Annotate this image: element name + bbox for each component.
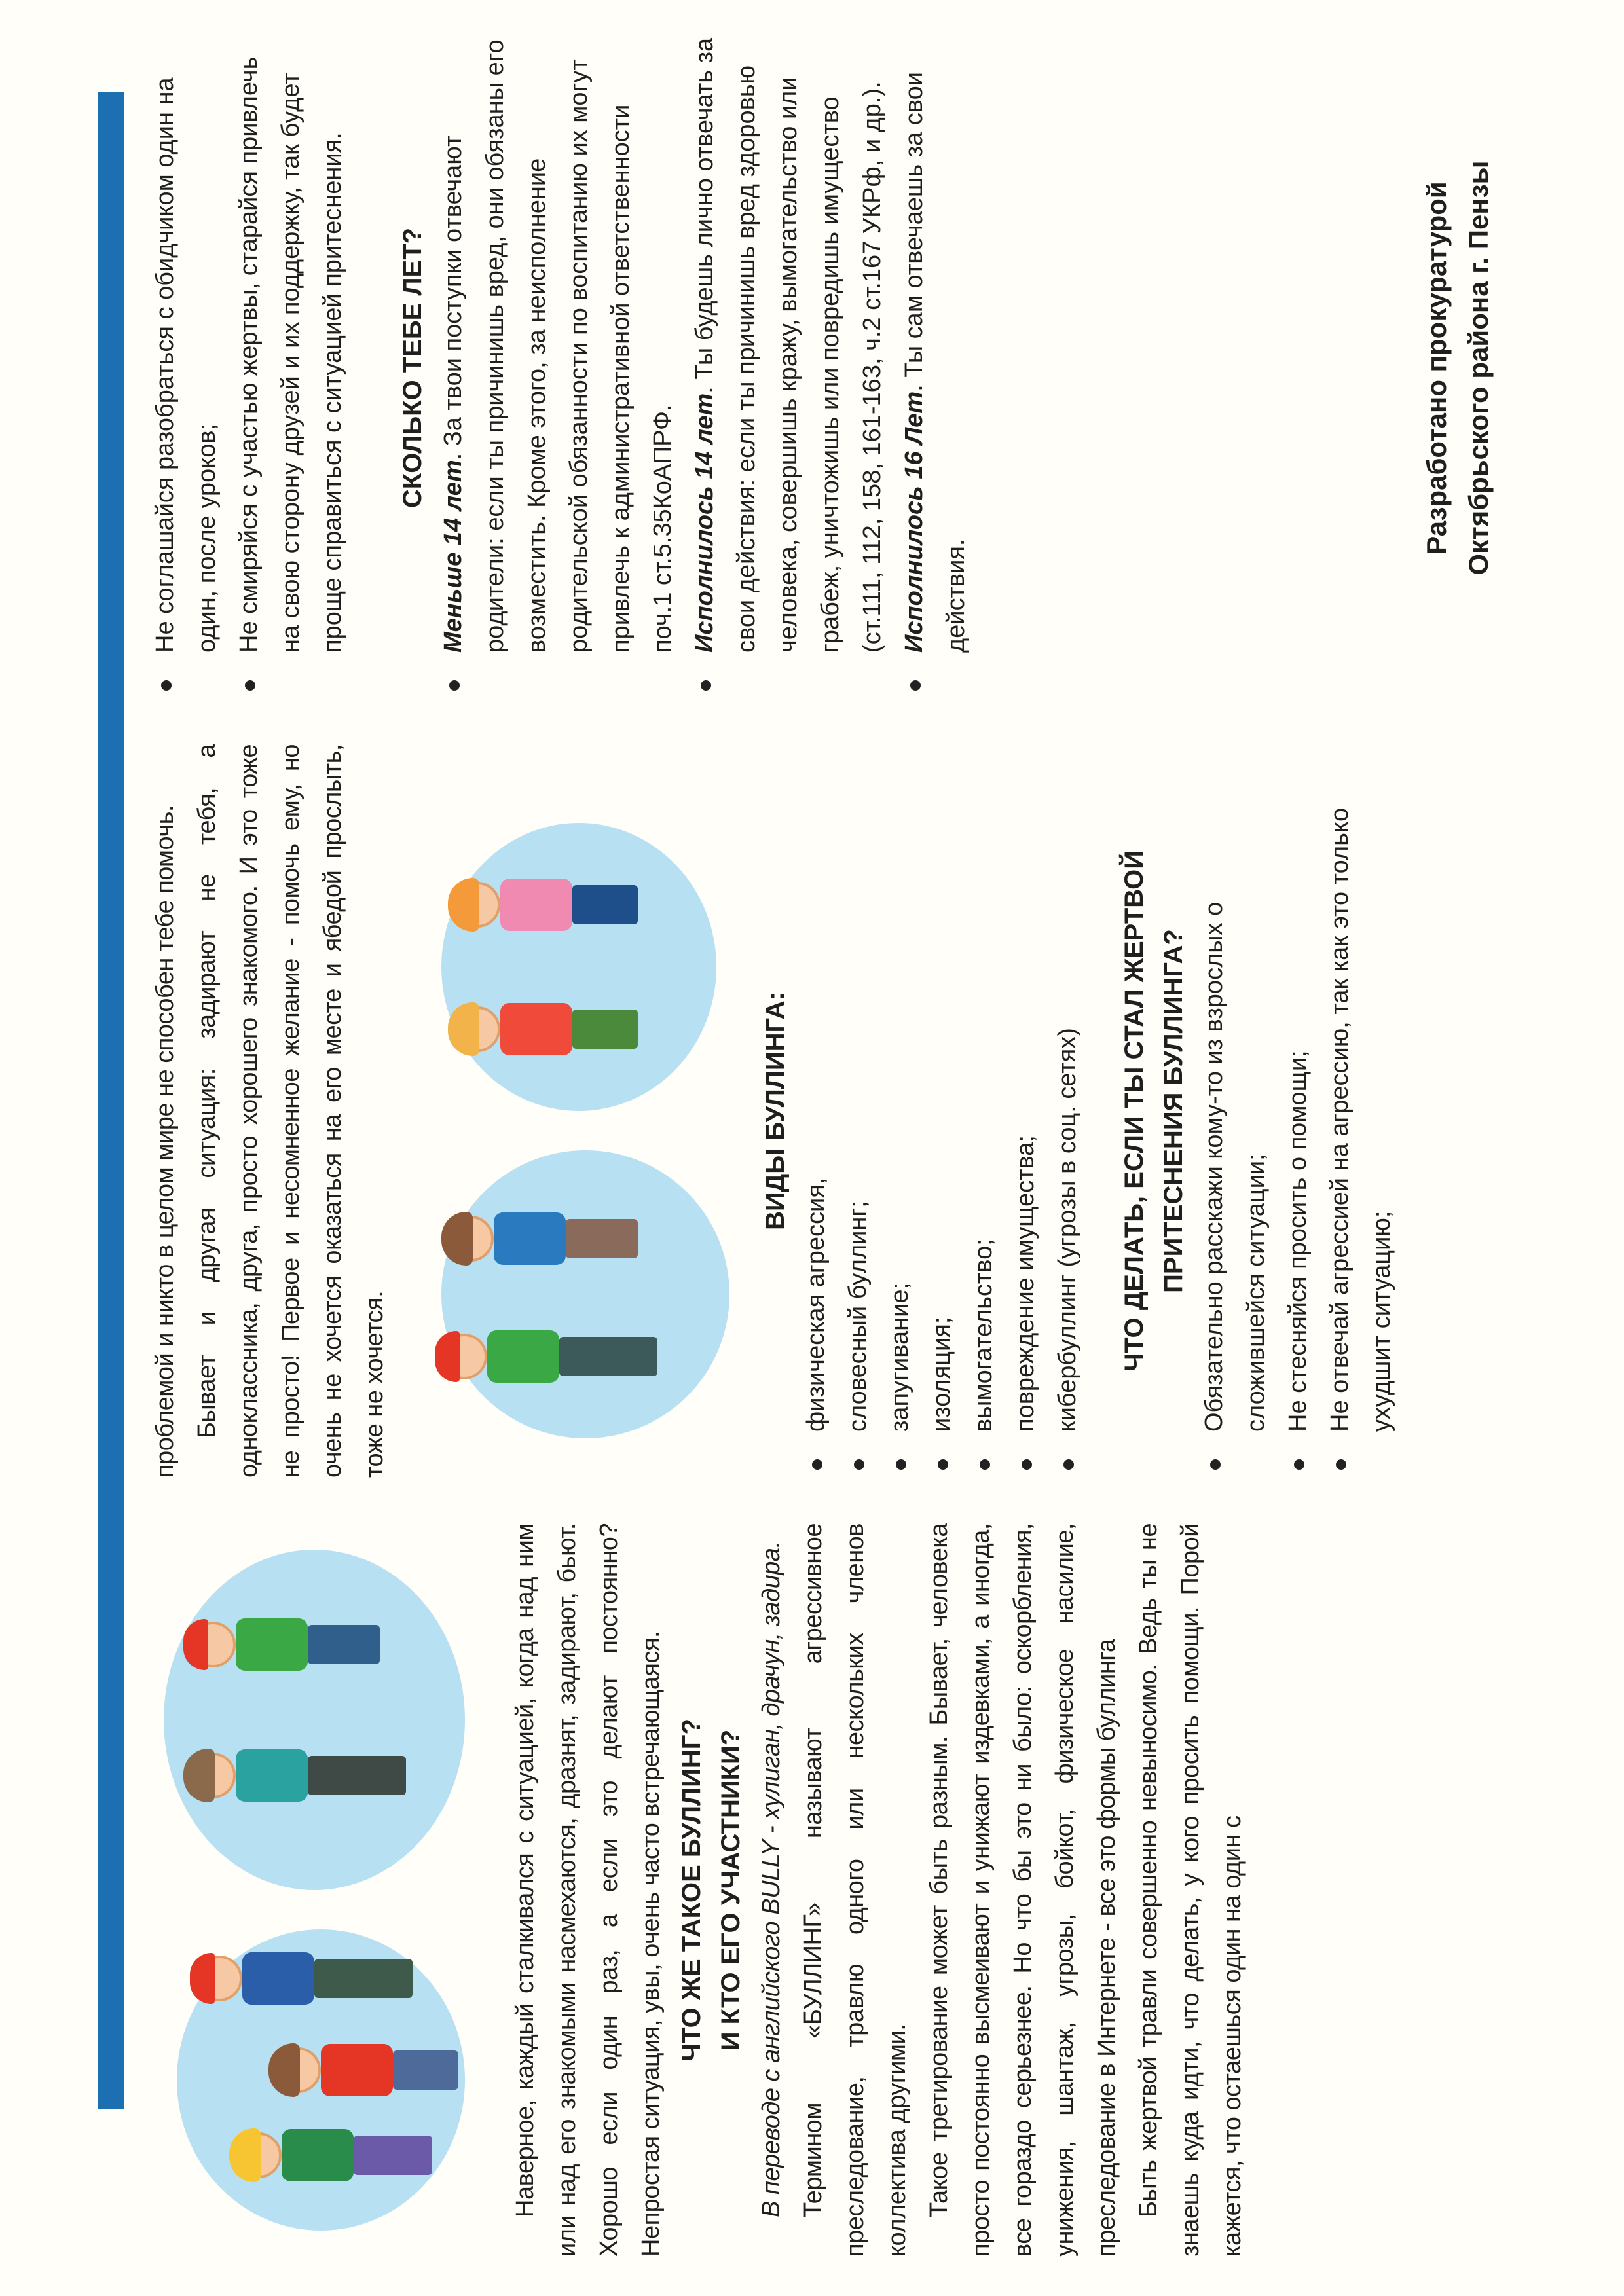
forms-paragraph: Такое третирование может быть разным. Бывает, человека просто постоянно высмеивают и унижают издевками, а иногда, все гораздо серьезнее. Но что бы это ни было: оскорбления, унижения, шантаж, угрозы, бойкот, физическое насилие, преследование в Интернете - все это формы буллинга — [925, 1523, 1120, 2257]
list-item: Не соглашайся разобраться с обидчиком один на один, после уроков; — [144, 37, 228, 653]
advice-list-continued — [144, 37, 354, 699]
kid-figure — [454, 1006, 638, 1052]
victim-paragraph: Быть жертвой травли совершенно невыносимо. Ведь ты не знаешь куда идти, что делать, у кого просить помощи. Порой кажется, что остаешься один на один с — [1135, 1523, 1246, 2257]
types-list — [795, 744, 1088, 1478]
heading-participants: И КТО ЕГО УЧАСТНИКИ? — [716, 1729, 745, 2051]
heading-what-to-do: ЧТО ДЕЛАТЬ, ЕСЛИ ТЫ СТАЛ ЖЕРТВОЙ — [1120, 850, 1149, 1372]
list-item: запугивание; — [879, 744, 921, 1432]
age-label: Исполнилось 16 Лет — [900, 391, 928, 653]
age-item — [893, 37, 977, 653]
term-paragraph: Термином «БУЛЛИНГ» называют агрессивное преследование, травлю одного или нескольких членов коллектива другими. — [800, 1523, 911, 2257]
kid-figure — [441, 1334, 657, 1379]
other-situation-paragraph: Бывает и другая ситуация: задирают не тебя, а одноклассника, друга, просто хорошего знакомого. И это тоже не просто! Первое и несомненное желание - помочь ему, но очень не хочется оказаться на его месте и ябедой прослыть, тоже не хочется. — [193, 744, 388, 1478]
panel-what-is-bullying — [144, 1523, 1585, 2257]
illustration-bg-circle — [164, 1550, 465, 1890]
heading-what-to-do-2: ПРИТЕСНЕНИЯ БУЛЛИНГА? — [1159, 929, 1188, 1293]
kid-figure — [196, 1956, 413, 2001]
list-item: повреждение имущества; — [1005, 744, 1046, 1432]
age-text: . Ты будешь лично отвечать за свои действия: если ты причинишь вред здоровью человека, совершишь кражу, вымогательство или грабеж, уничтожишь или повредишь имущество (ст.111, 112, 158, 161-163, ч.2 ст.167 УКРф, и др.). — [691, 37, 886, 653]
list-item: Не смиряйся с участью жертвы, старайся привлечь на свою сторону друзей и их поддержку, так будет проще справиться с ситуацией притеснения. — [228, 37, 354, 653]
list-item: Не отвечай агрессией на агрессию, так как это только ухудшит ситуацию; — [1319, 744, 1403, 1432]
age-label: Исполнилось 14 лет — [691, 393, 718, 653]
kid-figure — [190, 1622, 380, 1667]
panel-age-responsibility — [144, 37, 1585, 699]
advice-list — [1193, 744, 1403, 1478]
heading-types: ВИДЫ БУЛЛИНГА: — [761, 992, 790, 1230]
list-item: вымогательство; — [963, 744, 1005, 1432]
age-text: . Ты сам отвечаешь за свои действия. — [900, 72, 970, 653]
list-item: физическая агрессия, — [795, 744, 837, 1432]
age-list — [432, 37, 977, 699]
age-item — [432, 37, 684, 653]
kid-figure — [454, 882, 638, 928]
accent-bar — [98, 92, 124, 2109]
list-item: Обязательно расскажи кому-то из взрослых о сложившейся ситуации; — [1193, 744, 1277, 1432]
illustration-bg-circle — [441, 823, 716, 1111]
kid-figure — [190, 1753, 406, 1798]
panel-types-of-bullying — [144, 744, 1585, 1478]
heading-age: СКОЛЬКО ТЕБЕ ЛЕТ? — [398, 227, 427, 509]
age-label: Меньше 14 лет — [439, 460, 467, 653]
age-text: . За твои поступки отвечают родители: если ты причинишь вред, они обязаны его возместить. Кроме этого, за неисполнение родительской обязанности по воспитанию их могут привлечь к административной ответственности поч.1 ст.5.35КоАПРФ. — [439, 39, 676, 653]
list-item: кибербуллинг (угрозы в соц. сетях) — [1046, 744, 1088, 1432]
author-credit — [1416, 37, 1500, 699]
credit-line-2: Октябрьского района г. Пензы — [1463, 160, 1494, 575]
heading-what-is-bullying: ЧТО ЖЕ ТАКОЕ БУЛЛИНГ? — [677, 1719, 706, 2062]
age-item — [684, 37, 893, 653]
continuation-paragraph: проблемой и никто в целом мире не способен тебе помочь. — [151, 805, 179, 1478]
illustration-bg-circle — [441, 1150, 729, 1438]
kid-figure — [448, 1216, 638, 1262]
kid-figure — [275, 2047, 458, 2093]
kid-figure — [236, 2132, 432, 2178]
credit-line-1: Разработано прокуратурой — [1421, 181, 1452, 555]
illustration-kids-group-1 — [151, 1523, 491, 2257]
list-item: словесный буллинг; — [837, 744, 879, 1432]
translation-paragraph: В переводе с английского BULLY - хулиган, драчун, задира. — [758, 1541, 785, 2217]
illustration-kids-group-2 — [402, 744, 743, 1478]
list-item: изоляция; — [921, 744, 963, 1432]
intro-paragraph: Наверное, каждый сталкивался с ситуацией, когда над ним или над его знакомыми насмехаются, дразнят, задирают, бьют. Хорошо если один раз, а если это делают постоянно? Непростая ситуация, увы, очень часто встречающаяся. — [511, 1523, 665, 2257]
list-item: Не стесняйся просить о помощи; — [1277, 744, 1319, 1432]
